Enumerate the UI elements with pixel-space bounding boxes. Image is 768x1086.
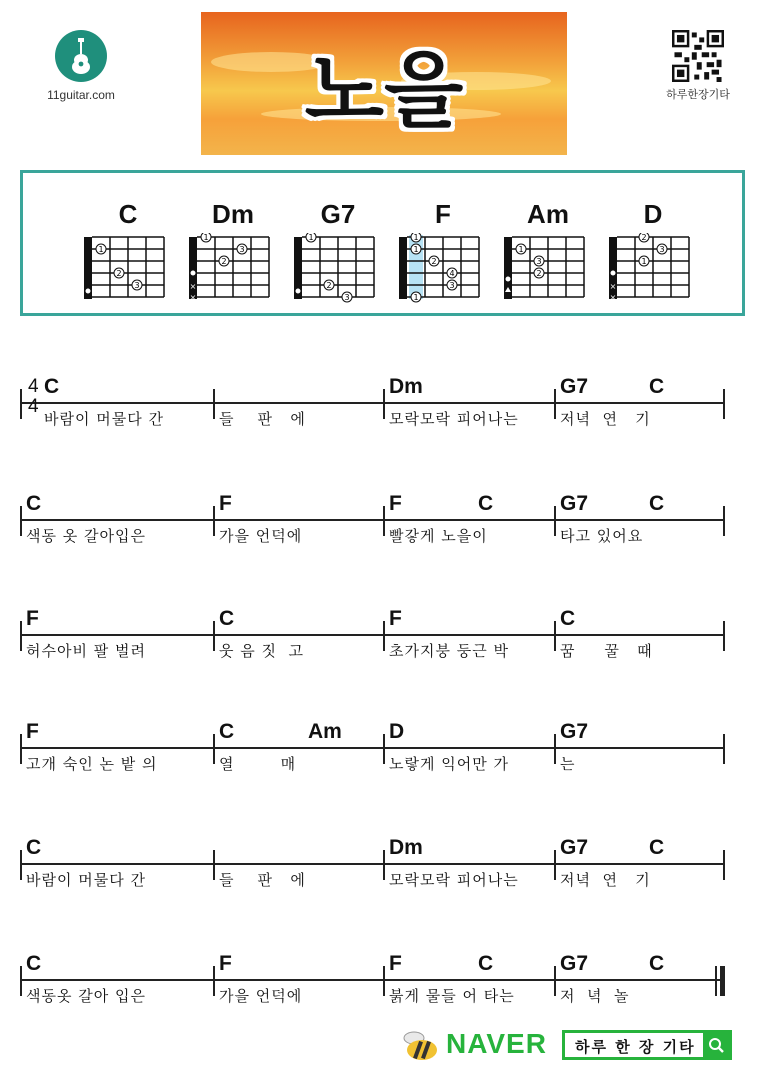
svg-text:1: 1 [518,245,524,254]
measure [383,375,554,435]
svg-text:1: 1 [413,293,419,302]
lyric-text: 가을 언덕에 [219,527,303,545]
lyric-text: 붉게 물들 어 타는 [389,987,515,1005]
lyric-text: 는 [560,755,576,773]
chord-name: G7 [320,199,356,229]
chord-name: C [118,199,138,229]
svg-text:×: × [189,282,197,291]
search-text: 하루 한 장 기타 [575,1038,696,1056]
sheet-row [20,836,725,896]
svg-text:1: 1 [641,257,647,266]
chord-label: C [478,492,494,515]
chord-label: C [649,492,665,515]
lyric-text: 저녁 연 기 [560,871,651,889]
svg-text:×: × [609,282,617,291]
measure [554,375,725,435]
measure [213,492,383,552]
chord-label: C [26,952,42,975]
lyric-text: 저녁 연 기 [560,410,651,428]
measure [213,375,383,435]
chord-label: G7 [560,952,589,975]
chord-label: C [219,607,235,630]
bar-line [723,850,725,880]
sheet-row [20,952,725,1012]
measure [554,720,725,780]
fretboard-icon [498,233,598,303]
chord-label: C [649,952,665,975]
lyric-text: 색동 옷 갈아입은 [26,527,146,545]
lyric-text: 고개 숙인 논 밭 의 [26,755,158,773]
measure [383,836,554,896]
svg-text:1: 1 [413,245,419,254]
svg-text:×: × [609,293,617,302]
chord-name: Am [527,199,569,229]
sheet-row [20,607,725,667]
title-banner [201,12,567,155]
chord-label: Am [308,720,342,743]
measure [383,720,554,780]
measure [20,836,213,896]
svg-text:4: 4 [449,269,455,278]
measure [20,720,213,780]
lyric-text: 웃 음 짓 고 [219,642,305,660]
chord-label: C [478,952,494,975]
lyric-text: 허수아비 팔 벌려 [26,642,146,660]
svg-text:1: 1 [308,233,314,242]
measure [213,836,383,896]
chord-label: C [560,607,576,630]
svg-text:3: 3 [134,281,140,290]
chord-label: F [219,952,232,975]
chord-name: Dm [212,199,254,229]
svg-text:2: 2 [536,269,542,278]
measure [20,375,213,435]
lyric-text: 바람이 머물다 간 [26,871,146,889]
svg-text:2: 2 [221,257,227,266]
sheet-row [20,375,725,435]
svg-text:2: 2 [116,269,122,278]
svg-text:3: 3 [344,293,350,302]
chord-label: C [219,720,235,743]
chord-label: C [26,836,42,859]
measure [213,952,383,1012]
chord-label: F [219,492,232,515]
measure [554,492,725,552]
measure [213,720,383,780]
chord-label: G7 [560,720,589,743]
bar-line [715,966,717,996]
chord-label: Dm [389,375,423,398]
bee-icon [400,1028,440,1062]
measure [554,952,725,1012]
lyric-text: 바람이 머물다 간 [44,410,164,428]
lyric-text: 노랗게 익어만 가 [389,755,509,773]
search-box[interactable] [562,1030,732,1060]
guitar-icon [55,30,107,82]
measure [383,952,554,1012]
measure [554,836,725,896]
measure [383,492,554,552]
measure [20,492,213,552]
measure [20,952,213,1012]
chord-label: F [389,607,402,630]
lyric-text: 저 녁 놀 [560,987,630,1005]
measure [20,607,213,667]
measure [213,607,383,667]
chord-label: F [26,607,39,630]
song-title: 노을 [304,44,464,139]
bar-line [723,506,725,536]
fretboard-icon [603,233,703,303]
svg-text:1: 1 [203,233,209,242]
chord-name: F [435,199,451,229]
lyric-text: 들 판 에 [219,871,306,889]
search-icon [703,1033,729,1057]
bar-line [723,621,725,651]
svg-text:3: 3 [239,245,245,254]
svg-text:2: 2 [641,233,647,242]
lyric-text: 타고 있어요 [560,527,644,545]
chord-label: C [649,836,665,859]
lyric-text: 꿈 꿀 때 [560,642,653,660]
chord-label: F [26,720,39,743]
svg-text:3: 3 [536,257,542,266]
lyric-text: 색동옷 갈아 입은 [26,987,146,1005]
sheet-row [20,720,725,780]
fretboard-icon [183,233,283,303]
chord-label: G7 [560,375,589,398]
lyric-text: 초가지붕 둥근 박 [389,642,509,660]
lyric-text: 모락모락 피어나는 [389,410,519,428]
lyric-text: 모락모락 피어나는 [389,871,519,889]
lyric-text: 가을 언덕에 [219,987,303,1005]
chord-label: D [389,720,405,743]
measure [383,607,554,667]
chord-label: C [649,375,665,398]
logo-text: 11guitar.com [47,88,115,102]
search-button[interactable] [703,1033,729,1057]
chord-label: F [389,492,402,515]
time-signature-top: 4 [28,376,39,397]
chord-label: C [26,492,42,515]
site-logo[interactable] [36,30,126,102]
svg-text:×: × [189,293,197,302]
chord-label: G7 [560,836,589,859]
final-bar-line [720,966,725,996]
chord-label: C [44,375,60,398]
svg-text:1: 1 [98,245,104,254]
svg-text:3: 3 [659,245,665,254]
fretboard-icon [393,233,493,303]
lyric-text: 들 판 에 [219,410,306,428]
chord-label: G7 [560,492,589,515]
chord-label: F [389,952,402,975]
naver-logo: NAVER [446,1028,547,1059]
qr-code-icon[interactable] [672,30,724,82]
chord-diagram-panel [20,170,745,316]
svg-text:2: 2 [431,257,437,266]
chord-label: Dm [389,836,423,859]
time-signature [28,377,39,417]
time-signature-bottom: 4 [28,396,39,417]
footer [400,1022,740,1068]
sheet-row [20,492,725,552]
measure [554,607,725,667]
qr-label: 하루한장기타 [666,88,730,101]
lyric-text: 빨갛게 노을이 [389,527,488,545]
fretboard-icon [288,233,388,303]
svg-text:3: 3 [449,281,455,290]
svg-text:2: 2 [326,281,332,290]
bar-line [723,389,725,419]
lyric-text: 열 매 [219,755,297,773]
bar-line [723,734,725,764]
chord-name: D [643,199,663,229]
fretboard-icon [78,233,178,303]
svg-text:1: 1 [413,233,419,242]
